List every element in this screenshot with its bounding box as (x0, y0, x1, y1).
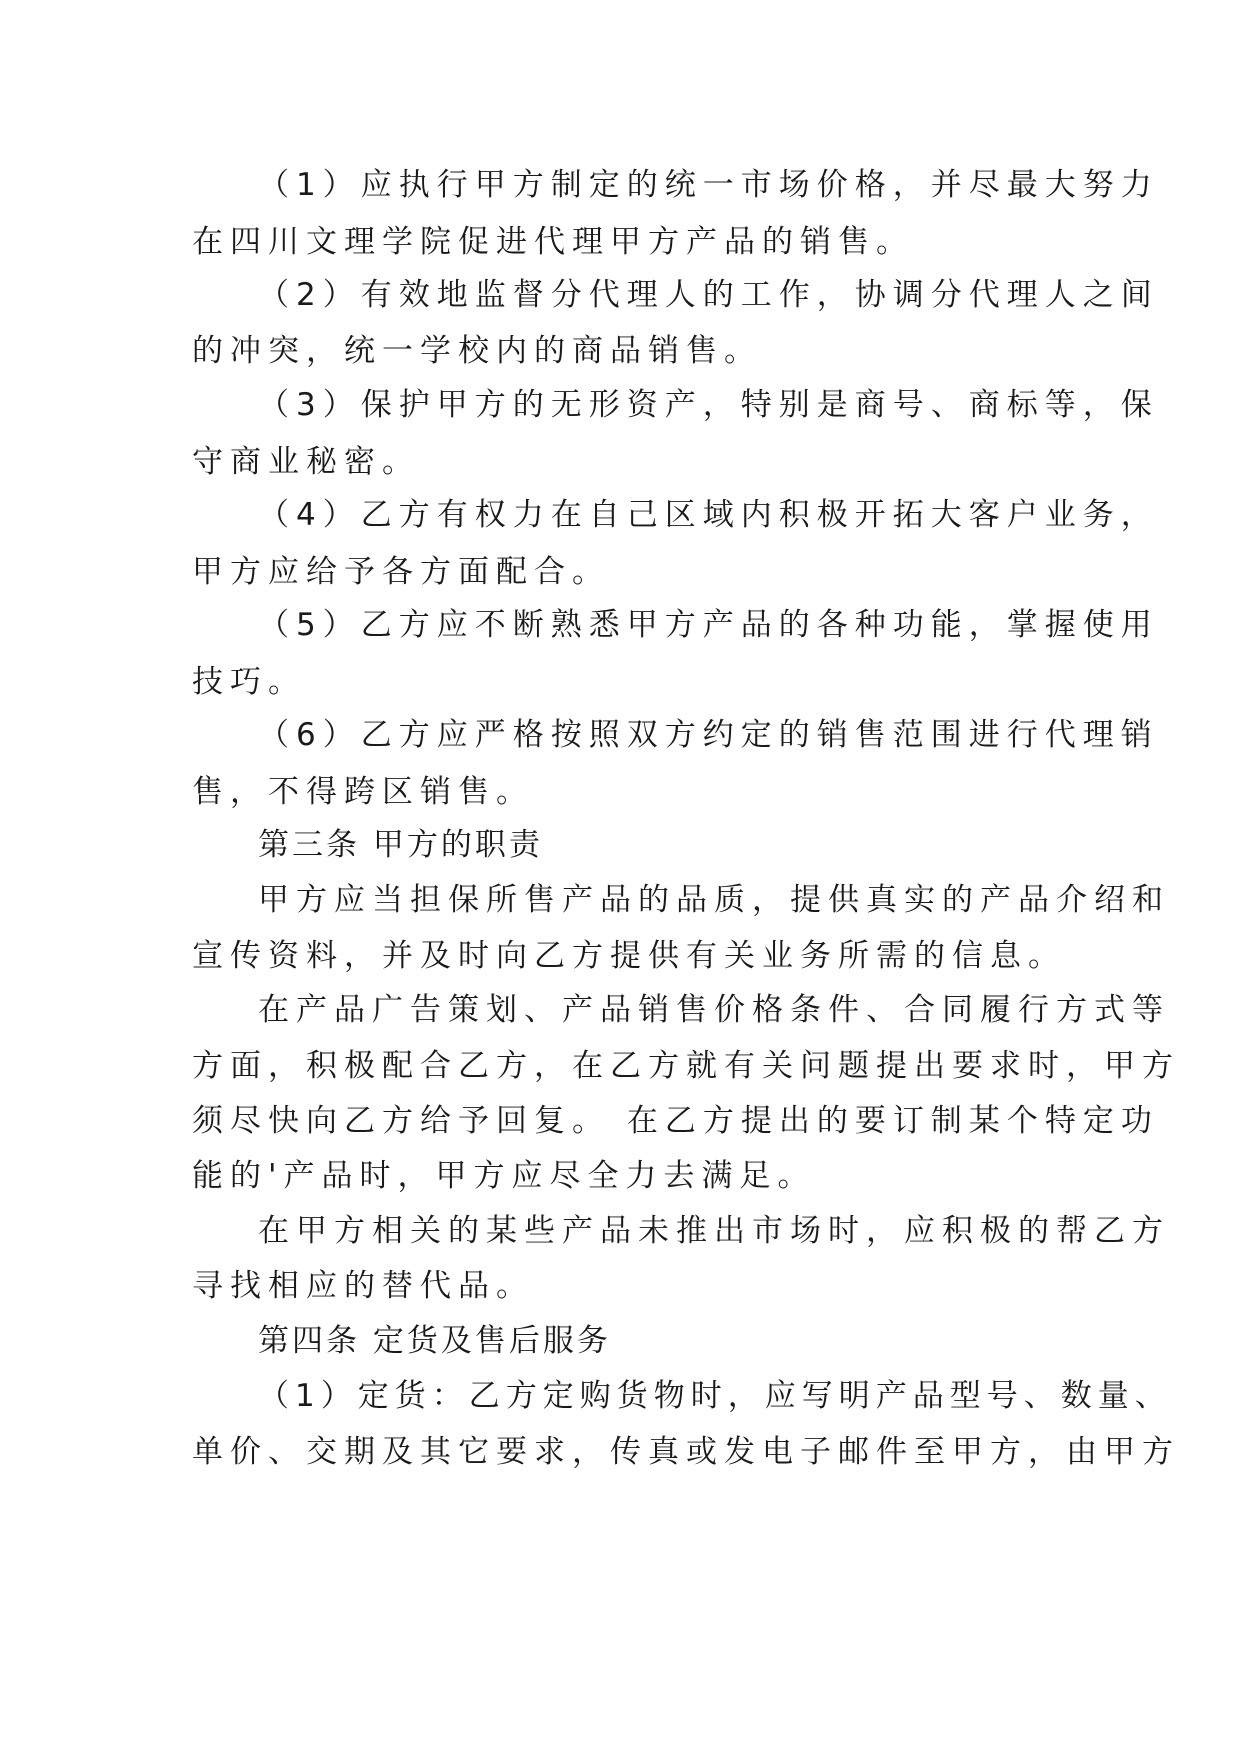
clause-2-item-1-line-2: 在四川文理学院促进代理甲方产品的销售。 (192, 224, 914, 260)
clause-2-item-3-line-2: 守商业秘密。 (192, 444, 420, 480)
clause-4-item-1-line-2: 单价、交期及其它要求，传真或发电子邮件至甲方，由甲方 (192, 1434, 1180, 1470)
clause-3-para-2-line-2: 方面，积极配合乙方，在乙方就有关问题提出要求时，甲方 (192, 1048, 1180, 1084)
clause-2-item-2-line-1: （2）有效地监督分代理人的工作，协调分代理人之间 (258, 277, 1159, 313)
clause-3-para-3-line-2: 寻找相应的替代品。 (192, 1268, 534, 1304)
clause-4-heading: 第四条 定货及售后服务 (258, 1323, 611, 1359)
clause-2-item-4-line-2: 甲方应给予各方面配合。 (192, 554, 610, 590)
clause-2-item-6-line-1: （6）乙方应严格按照双方约定的销售范围进行代理销 (258, 717, 1159, 753)
clause-4-item-1-line-1: （1）定货：乙方定购货物时，应写明产品型号、数量、 (258, 1378, 1172, 1414)
clause-2-item-2-line-2: 的冲突，统一学校内的商品销售。 (192, 333, 762, 369)
clause-3-heading: 第三条 甲方的职责 (258, 827, 543, 863)
clause-3-para-1-line-2: 宣传资料，并及时向乙方提供有关业务所需的信息。 (192, 938, 1066, 974)
clause-3-para-2-line-1: 在产品广告策划、产品销售价格条件、合同履行方式等 (258, 992, 1170, 1028)
clause-3-para-2-line-3: 须尽快向乙方给予回复。 在乙方提出的要订制某个特定功 (192, 1103, 1159, 1139)
clause-3-para-1-line-1: 甲方应当担保所售产品的品质，提供真实的产品介绍和 (258, 882, 1170, 918)
clause-2-item-5-line-2: 技巧。 (192, 664, 306, 700)
clause-2-item-6-line-2: 售，不得跨区销售。 (192, 774, 534, 810)
clause-2-item-3-line-1: （3）保护甲方的无形资产，特别是商号、商标等，保 (258, 387, 1159, 423)
clause-2-item-4-line-1: （4）乙方有权力在自己区域内积极开拓大客户业务， (258, 497, 1159, 533)
clause-3-para-3-line-1: 在甲方相关的某些产品未推出市场时，应积极的帮乙方 (258, 1213, 1170, 1249)
clause-2-item-1-line-1: （1）应执行甲方制定的统一市场价格，并尽最大努力 (258, 167, 1159, 203)
clause-3-para-2-line-4: 能的'产品时，甲方应尽全力去满足。 (192, 1158, 816, 1194)
clause-2-item-5-line-1: （5）乙方应不断熟悉甲方产品的各种功能，掌握使用 (258, 607, 1159, 643)
